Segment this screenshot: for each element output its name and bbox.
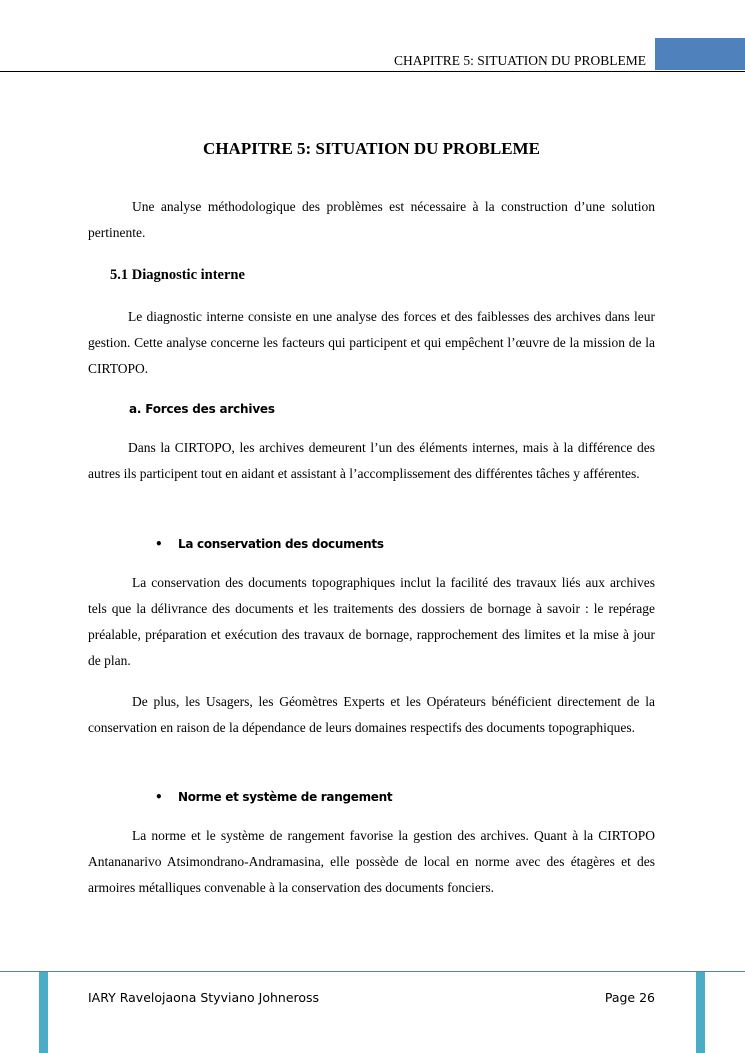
- running-header-title: CHAPITRE 5: SITUATION DU PROBLEME: [393, 53, 646, 68]
- footer-left-bar: [39, 972, 48, 1053]
- subsection-intro-paragraph: Dans la CIRTOPO, les archives demeurent l’un des éléments internes, mais à la différence des autres ils participent tout en aidant et assistant à l’accomplissement des différentes tâches y afférentes.: [88, 440, 655, 481]
- footer-divider: [0, 971, 745, 972]
- bullet-marker: •: [155, 790, 163, 804]
- bullet-title: Norme et système de rangement: [178, 790, 393, 804]
- chapter-title: CHAPITRE 5: SITUATION DU PROBLEME: [203, 139, 540, 158]
- bullet-marker: •: [155, 537, 163, 551]
- bullet-heading: [155, 536, 384, 552]
- section-heading: 5.1 Diagnostic interne: [110, 267, 245, 283]
- header-accent-block: [655, 38, 745, 70]
- footer-author: IARY Ravelojaona Styviano Johneross: [88, 990, 320, 1005]
- body-paragraph: De plus, les Usagers, les Géomètres Experts et les Opérateurs bénéficient directement de la conservation en raison de la dépendance de leurs domaines respectifs des documents topographiques.: [88, 694, 655, 735]
- header-divider: [0, 71, 745, 72]
- footer-page-number: Page 26: [604, 990, 655, 1005]
- intro-paragraph: Une analyse méthodologique des problèmes est nécessaire à la construction d’une solution pertinente.: [88, 199, 655, 240]
- section-intro-paragraph: Le diagnostic interne consiste en une analyse des forces et des faiblesses des archives dans leur gestion. Cette analyse concerne les facteurs qui participent et qui empêchent l’œuvre de la mission de la CIRTOPO.: [88, 309, 655, 376]
- footer-right-bar: [696, 972, 705, 1053]
- body-paragraph: La conservation des documents topographiques inclut la facilité des travaux liés aux archives tels que la délivrance des documents et les traitements des dossiers de bornage à savoir : le repérage préalable, préparation et exécution des travaux de bornage, rapprochement des limites et la mise à jour de plan.: [88, 575, 655, 668]
- bullet-title: La conservation des documents: [178, 537, 384, 551]
- body-paragraph: La norme et le système de rangement favorise la gestion des archives. Quant à la CIRTOPO Antananarivo Atsimondrano-Andramasina, elle possède de local en norme avec des étagères et des armoires métalliques convenable à la conservation des documents fonciers.: [88, 828, 655, 895]
- subsection-heading: a. Forces des archives: [129, 402, 275, 416]
- bullet-heading: [155, 789, 392, 805]
